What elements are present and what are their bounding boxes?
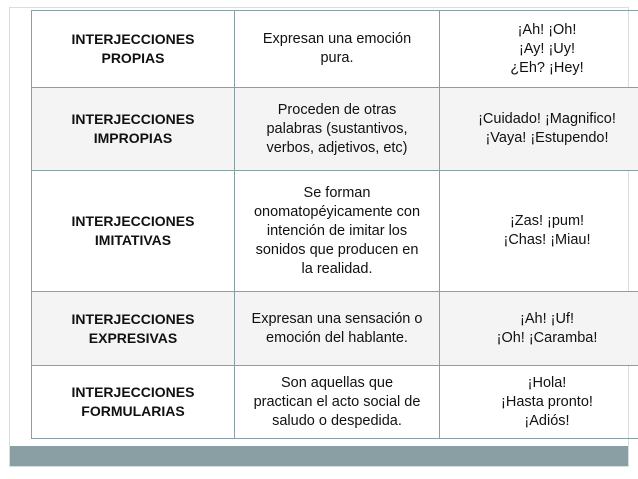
row-description-cell: Expresan una sensación o emoción del hablante. <box>235 292 440 366</box>
row-type-cell: INTERJECCIONES IMPROPIAS <box>32 88 235 171</box>
row-examples-cell: ¡Hola! ¡Hasta pronto! ¡Adiós! <box>440 366 638 439</box>
table-row <box>32 292 638 366</box>
row-type-cell: INTERJECCIONES EXPRESIVAS <box>32 292 235 366</box>
table-row <box>32 88 638 171</box>
table-row <box>32 366 638 439</box>
row-description-cell: Proceden de otras palabras (sustantivos, verbos, adjetivos, etc) <box>235 88 440 171</box>
interjections-table <box>31 10 638 439</box>
table-row <box>32 11 638 88</box>
row-examples-cell: ¡Ah! ¡Oh! ¡Ay! ¡Uy! ¿Eh? ¡Hey! <box>440 11 638 88</box>
row-examples-cell: ¡Cuidado! ¡Magnifico! ¡Vaya! ¡Estupendo! <box>440 88 638 171</box>
row-description-cell: Son aquellas que practican el acto social de saludo o despedida. <box>235 366 440 439</box>
row-examples-cell: ¡Zas! ¡pum! ¡Chas! ¡Miau! <box>440 171 638 292</box>
row-type-cell: INTERJECCIONES IMITATIVAS <box>32 171 235 292</box>
row-description-cell: Se forman onomatopéyicamente con intención de imitar los sonidos que producen en la realidad. <box>235 171 440 292</box>
row-type-cell: INTERJECCIONES PROPIAS <box>32 11 235 88</box>
row-description-cell: Expresan una emoción pura. <box>235 11 440 88</box>
row-type-cell: INTERJECCIONES FORMULARIAS <box>32 366 235 439</box>
row-examples-cell: ¡Ah! ¡Uf! ¡Oh! ¡Caramba! <box>440 292 638 366</box>
table-row <box>32 171 638 292</box>
footer-bar <box>10 446 628 466</box>
